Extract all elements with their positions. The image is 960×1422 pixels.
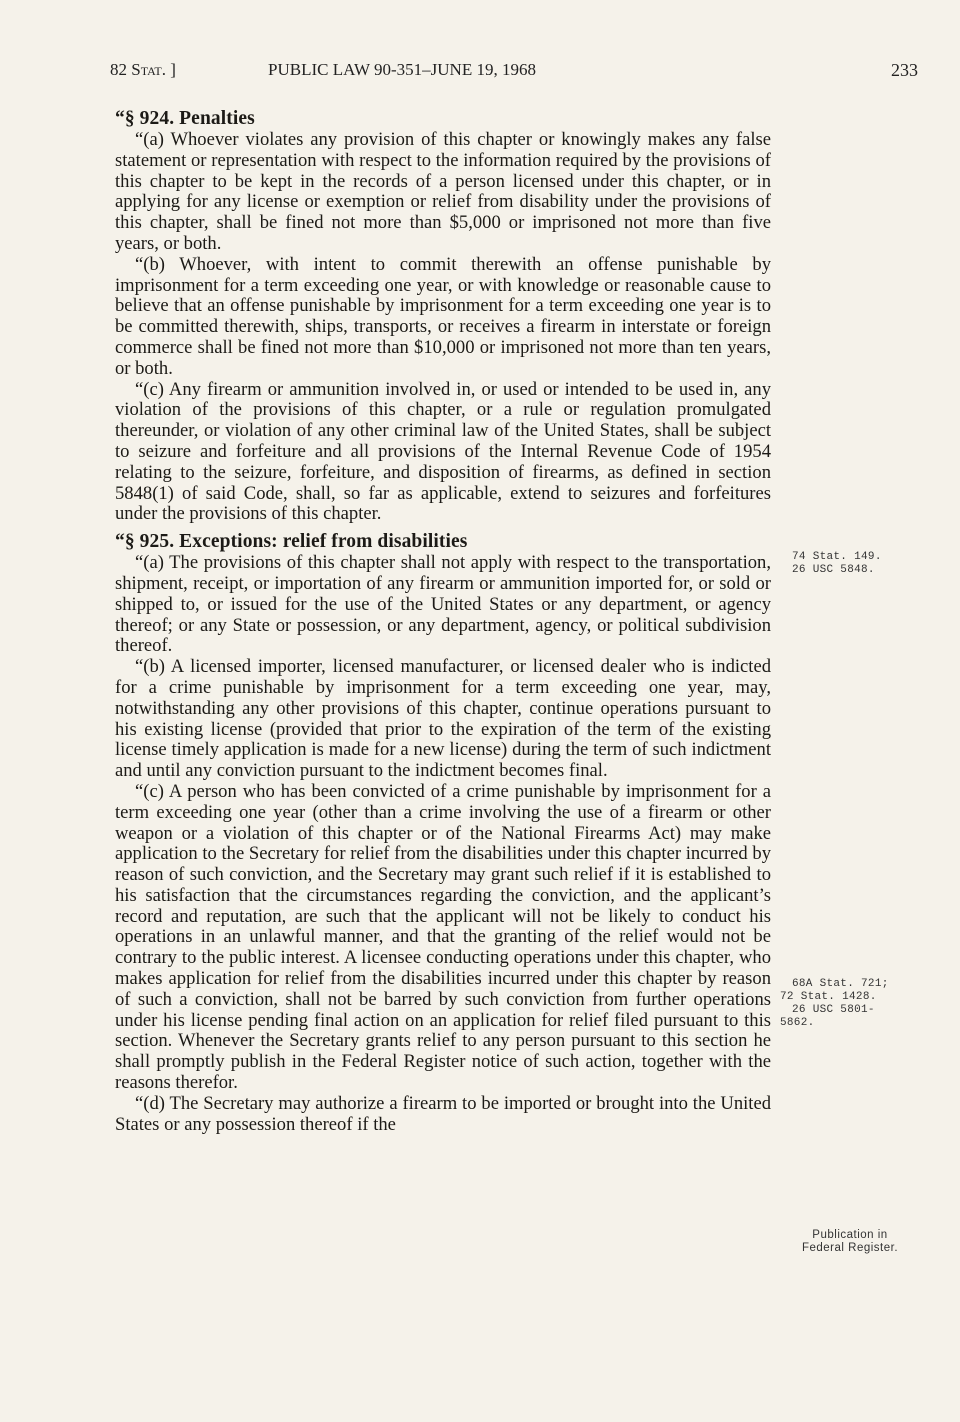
body-text (115, 108, 771, 1135)
section-924-para-c: “(c) Any firearm or ammunition involved in, or used or intended to be used in, any violation of the provisions of this chapter, or a rule or regulation promulgated thereunder, or violation of any other criminal law of the United States, shall be subject to seizure and forfeiture and all provisions of the Internal Revenue Code of 1954 relating to the seizure, forfeiture, and disposition of firearms, as defined in section 5848(1) of said Code, shall, so far as applicable, extend to seizures and forfeitures under the provisions of this chapter. (115, 378, 771, 525)
section-924-para-b: “(b) Whoever, with intent to commit therewith an offense punishable by imprisonment for a term exceeding one year, or with knowledge or reasonable cause to believe that an offense punishable by imprisonment for a term exceeding one year is to be committed therewith, ships, transports, or receives a firearm in interstate or foreign commerce shall be fined not more than $10,000 or imprisoned not more than ten years, or both. (115, 253, 771, 379)
margin-note-line: 74 Stat. 149. (792, 551, 882, 563)
margin-note-line: 72 Stat. 1428. (780, 991, 877, 1003)
page-number: 233 (891, 60, 918, 80)
section-924-heading: “§ 924. Penalties (115, 108, 255, 129)
section-925-heading: “§ 925. Exceptions: relief from disabilities (115, 531, 468, 553)
header-title: PUBLIC LAW 90-351–JUNE 19, 1968 (268, 60, 536, 79)
stat-volume: 82 (110, 60, 127, 79)
section-925-para-b: “(b) A licensed importer, licensed manufacturer, or licensed dealer who is indicted for a crime punishable by imprisonment for a term exceeding one year, may, notwithstanding any other provisions of this chapter, continue operations pursuant to his existing license (provided that prior to the expiration of the term of the existing license timely application is made for a new license) during the term of such indictment and until any conviction pursuant to the indictment becomes final. (115, 656, 771, 782)
stat-label: Stat. (131, 60, 166, 79)
margin-note-line: 26 USC 5848. (792, 564, 875, 576)
margin-note-line: Publication in (812, 1229, 888, 1241)
section-925-para-d: “(d) The Secretary may authorize a firearm to be imported or brought into the United States or any possession thereof if the (115, 1092, 771, 1135)
stat-bracket: ] (170, 60, 176, 79)
stat-citation (110, 60, 176, 80)
section-924-para-a: “(a) Whoever violates any provision of this chapter or knowingly makes any false statement or representation with respect to the information required by the provisions of this chapter to be kept in the records of a person licensed under this chapter, or in applying for any license or exemption or relief from disability under the provisions of this chapter, shall be fined not more than $5,000 or imprisoned not more than five years, or both. (115, 129, 771, 254)
margin-note-publication (780, 1229, 920, 1255)
running-header (110, 60, 918, 88)
section-925-para-c: “(c) A person who has been convicted of a crime punishable by imprisonment for a term exceeding one year (other than a crime involving the use of a firearm or other weapon or a violation of this chapter or of the National Firearms Act) may make application to the Secretary for relief from the disabilities under this chapter incurred by reason of such conviction, and the Secretary may grant such relief if it is established to his satisfaction that the circumstances regarding the conviction, and the applicant’s record and reputation, are such that the applicant will not be likely to conduct his operations in an unlawful manner, and that the granting of the relief would not be contrary to the public interest. A licensee conducting operations under this chapter, who makes application for relief from the disabilities incurred under this chapter by reason of such a conviction, shall not be barred by such conviction from further operations under his license pending final action on an application for relief filed pursuant to this section. Whenever the Secretary grants relief to any person pursuant to this section he shall promptly publish in the Federal Register notice of such action, together with the reasons therefor. (115, 780, 771, 1094)
section-925-para-a: “(a) The provisions of this chapter shall not apply with respect to the transportation, shipment, receipt, or importation of any firearm or ammunition imported for, or sold or shipped to, or issued for the use of the United States or any department, or agency thereof; or any State or possession, or any department, agency, or political subdivision thereof. (115, 552, 771, 657)
margin-note-line: 26 USC 5801- (792, 1004, 875, 1016)
margin-note-citation-2 (780, 978, 920, 1030)
margin-note-citation-1 (792, 551, 912, 577)
margin-note-line: Federal Register. (801, 1242, 899, 1254)
margin-note-line: 5862. (780, 1017, 815, 1029)
margin-note-line: 68A Stat. 721; (792, 978, 889, 990)
